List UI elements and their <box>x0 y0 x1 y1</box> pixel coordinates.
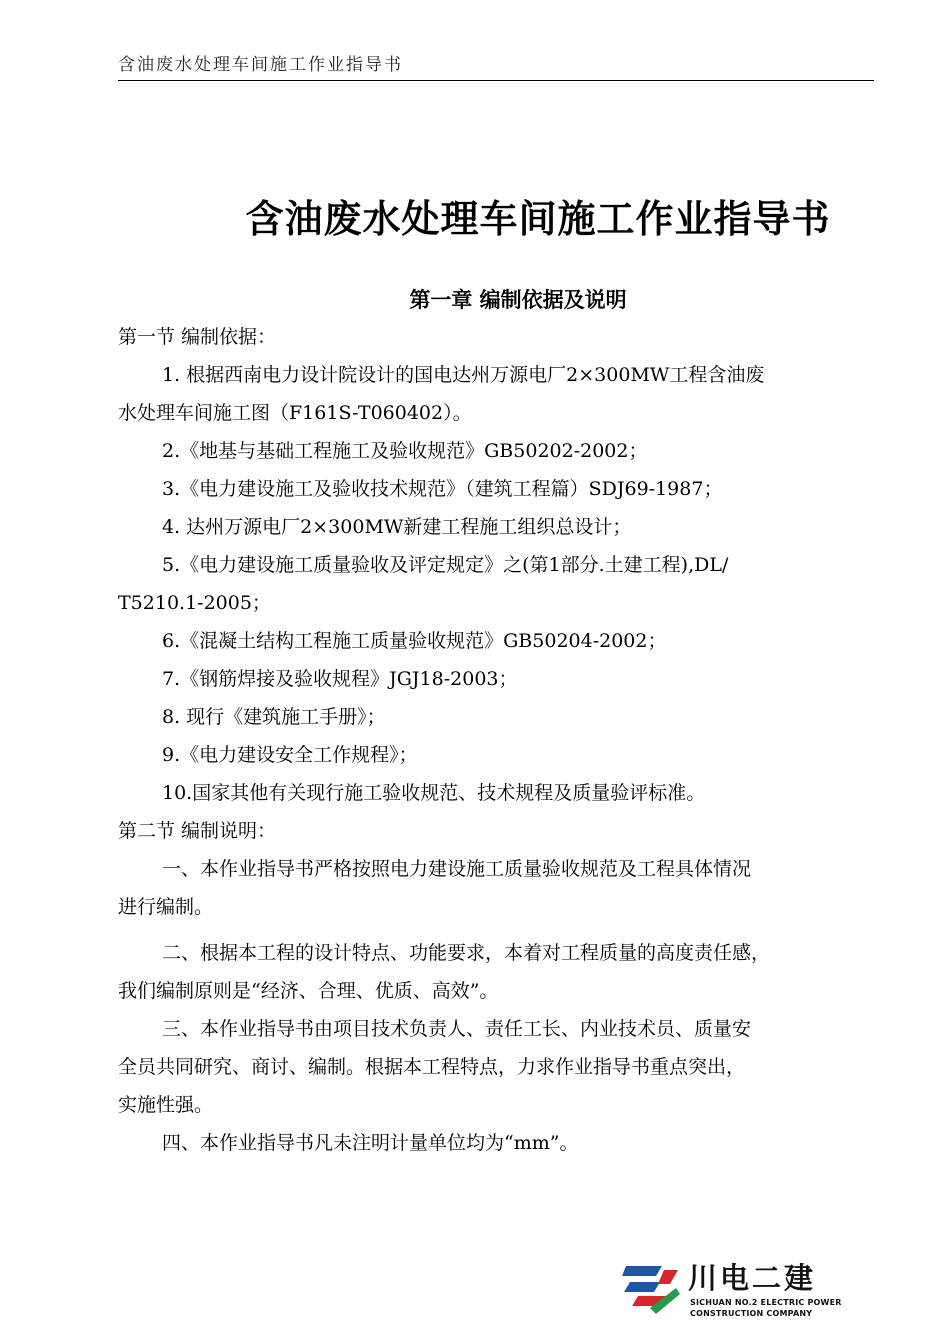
list-item: 10.国家其他有关现行施工验收规范、技术规程及质量验评标准。 <box>162 782 706 804</box>
list-item-continuation: 水处理车间施工图（F161S-T060402）。 <box>118 402 472 424</box>
chapter-title: 第一章 编制依据及说明 <box>409 288 627 312</box>
paragraph-line: 我们编制原则是“经济、合理、优质、高效”。 <box>118 980 499 1002</box>
list-item: 4. 达州万源电厂2×300MW新建工程施工组织总设计； <box>162 516 632 538</box>
document-body <box>118 318 878 1162</box>
logo-english-line2: CONSTRUCTION COMPANY <box>690 1309 813 1318</box>
logo-english-line1: SICHUAN NO.2 ELECTRIC POWER <box>690 1298 842 1307</box>
paragraph-line: 全员共同研究、商讨、编制。根据本工程特点，力求作业指导书重点突出， <box>118 1056 746 1078</box>
list-item: 6.《混凝土结构工程施工质量验收规范》GB50204-2002； <box>162 630 667 652</box>
header-divider <box>118 80 874 81</box>
list-item: 8. 现行《建筑施工手册》； <box>162 706 386 728</box>
list-item: 9.《电力建设安全工作规程》； <box>162 744 418 766</box>
list-item: 7.《钢筋焊接及验收规程》JGJ18-2003； <box>162 668 518 690</box>
list-item: 2.《地基与基础工程施工及验收规范》GB50202-2002； <box>162 440 648 462</box>
logo-emblem-icon <box>620 1256 682 1316</box>
paragraph-line: 一、本作业指导书严格按照电力建设施工质量验收规范及工程具体情况 <box>162 858 752 880</box>
paragraph-line: 进行编制。 <box>118 896 214 918</box>
paragraph-line: 实施性强。 <box>118 1094 214 1116</box>
section-heading: 第二节 编制说明： <box>118 820 277 842</box>
paragraph-line: 四、本作业指导书凡未注明计量单位均为“mm”。 <box>162 1132 579 1154</box>
list-item: 5.《电力建设施工质量验收及评定规定》之(第1部分.土建工程),DL/ <box>162 554 729 576</box>
logo-chinese-name: 川电二建 <box>688 1261 817 1295</box>
list-item-continuation: T5210.1-2005； <box>118 592 271 614</box>
paragraph-line: 三、本作业指导书由项目技术负责人、责任工长、内业技术员、质量安 <box>162 1018 752 1040</box>
paragraph-line: 二、根据本工程的设计特点、功能要求，本着对工程质量的高度责任感， <box>162 942 771 964</box>
section-heading: 第一节 编制依据： <box>118 326 277 348</box>
list-item: 1. 根据西南电力设计院设计的国电达州万源电厂2×300MW工程含油废 <box>162 364 765 386</box>
list-item: 3.《电力建设施工及验收技术规范》（建筑工程篇）SDJ69-1987； <box>162 478 723 500</box>
company-logo <box>620 1254 870 1330</box>
running-header: 含油废水处理车间施工作业指导书 <box>118 55 403 75</box>
document-title: 含油废水处理车间施工作业指导书 <box>245 197 831 241</box>
